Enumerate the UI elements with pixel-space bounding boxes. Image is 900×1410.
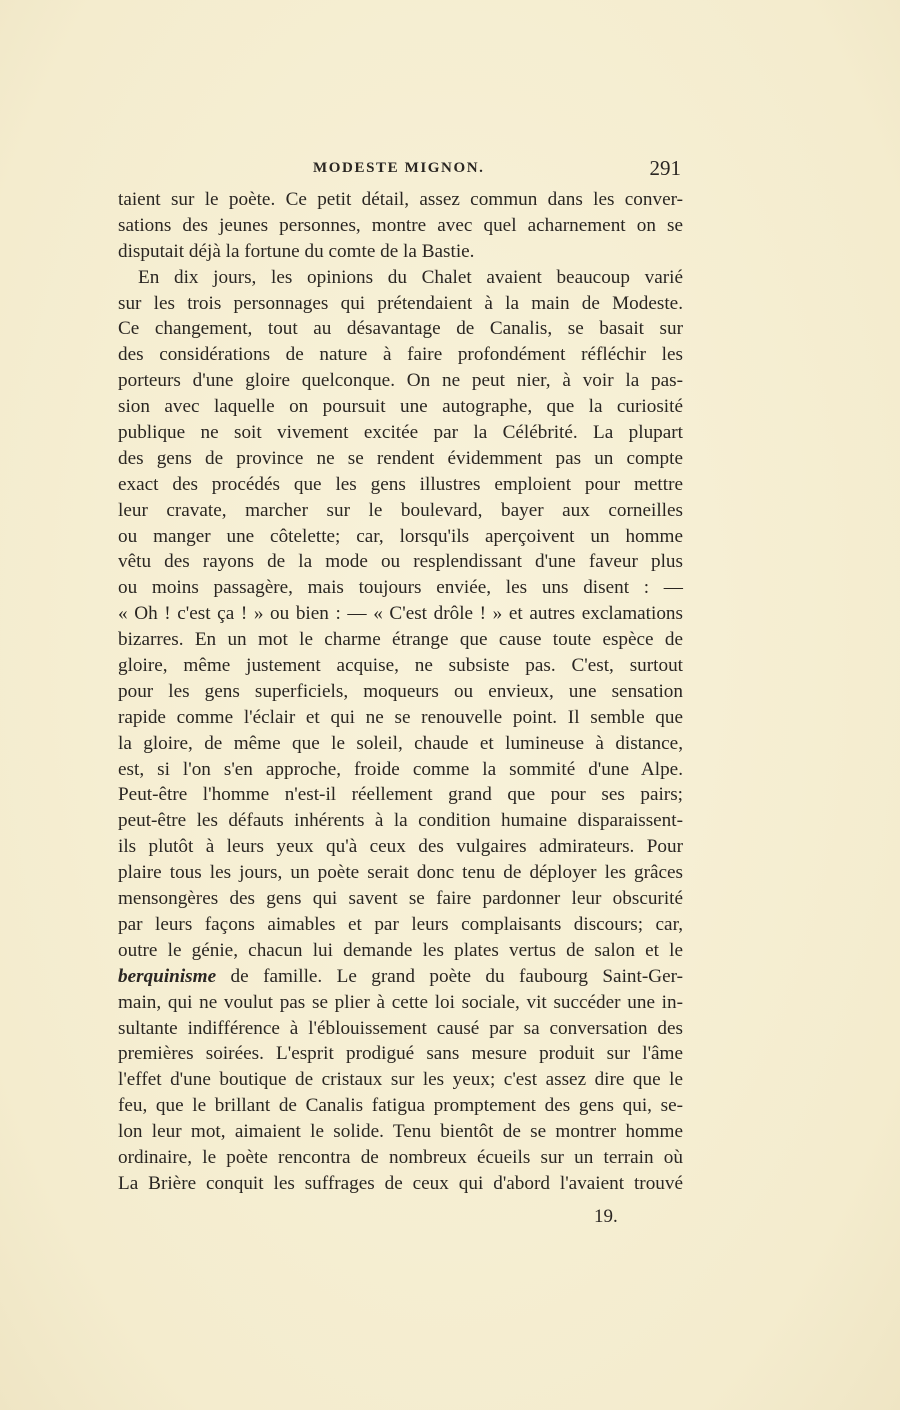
text-line (118, 834, 683, 860)
text-line-content: leur cravate, marcher sur le boulevard, bayer aux corneilles (118, 499, 683, 521)
text-line (118, 808, 683, 834)
text-line (118, 912, 683, 938)
text-line-content: ou moins passagère, mais toujours enviée, les uns disent : — (118, 577, 683, 599)
text-line-content: des considérations de nature à faire profondément réfléchir les (118, 344, 683, 366)
text-line-content: Peut-être l'homme n'est-il réellement grand que pour ses pairs; (118, 784, 683, 806)
text-line-content (118, 964, 683, 990)
text-line-content: mensongères des gens qui savent se faire pardonner leur obscurité (118, 888, 683, 910)
text-line (118, 524, 683, 550)
text-line (118, 420, 683, 446)
text-line (118, 886, 683, 912)
text-line-content: bizarres. En un mot le charme étrange que cause toute espèce de (118, 629, 683, 651)
text-line (118, 1041, 683, 1067)
text-line (118, 1171, 683, 1197)
text-line-content: taient sur le poète. Ce petit détail, assez commun dans les conver- (118, 189, 683, 210)
text-line (118, 627, 683, 653)
text-line (118, 446, 683, 472)
text-line-content: sur les trois personnages qui prétendaient à la main de Modeste. (118, 292, 683, 314)
text-line-content: par leurs façons aimables et par leurs complaisants discours; car, (118, 913, 683, 935)
text-line-content: feu, que le brillant de Canalis fatigua promptement des gens qui, se- (118, 1095, 683, 1117)
text-line-content: ils plutôt à leurs yeux qu'à ceux des vulgaires admirateurs. Pour (118, 836, 683, 858)
text-line (118, 757, 683, 783)
text-line (118, 1016, 683, 1042)
signature-mark: 19. (594, 1206, 618, 1227)
text-line-content: lon leur mot, aimaient le solide. Tenu bientôt de se montrer homme (118, 1121, 683, 1143)
text-line (118, 239, 683, 265)
text-line (118, 549, 683, 575)
text-line (118, 472, 683, 498)
text-line (118, 394, 683, 420)
text-line (118, 213, 683, 239)
text-line-content: ou manger une côtelette; car, lorsqu'ils aperçoivent un homme (118, 525, 683, 547)
text-line-content: des gens de province ne se rendent évidemment pas un compte (118, 447, 683, 469)
text-line (118, 1119, 683, 1145)
text-line (118, 964, 683, 990)
text-line-content: rapide comme l'éclair et qui ne se renouvelle point. Il semble que (118, 706, 683, 728)
text-line-content: porteurs d'une gloire quelconque. On ne peut nier, à voir la pas- (118, 370, 683, 392)
text-line-content: ordinaire, le poète rencontra de nombreux écueils sur un terrain où (118, 1146, 683, 1168)
text-line (118, 705, 683, 731)
text-line (118, 498, 683, 524)
page-number: 291 (649, 156, 681, 180)
text-line-content: sations des jeunes personnes, montre avec quel acharnement on se (118, 214, 683, 236)
text-line (118, 1145, 683, 1171)
text-line (118, 679, 683, 705)
text-line (118, 291, 683, 317)
text-line (118, 782, 683, 808)
text-line-content: La Brière conquit les suffrages de ceux qui d'abord l'avaient trouvé (118, 1172, 683, 1194)
italic-word: berquinisme (118, 965, 217, 987)
text-line (118, 1093, 683, 1119)
text-line-content: publique ne soit vivement excitée par la Célébrité. La plupart (118, 422, 683, 444)
text-line (118, 860, 683, 886)
text-line-content: « Oh ! c'est ça ! » ou bien : — « C'est drôle ! » et autres exclamations (118, 603, 683, 625)
text-line-content: l'effet d'une boutique de cristaux sur les yeux; c'est assez dire que le (118, 1069, 683, 1091)
text-line-content: main, qui ne voulut pas se plier à cette loi sociale, vit succéder une in- (118, 991, 683, 1013)
text-line-content: outre le génie, chacun lui demande les plates vertus de salon et le (118, 939, 683, 961)
text-line-content: exact des procédés que les gens illustres emploient pour mettre (118, 473, 683, 495)
text-line (118, 187, 683, 213)
text-line-rest: de famille. Le grand poète du faubourg Saint-Ger- (216, 965, 683, 987)
text-line-content: est, si l'on s'en approche, froide comme la sommité d'une Alpe. (118, 758, 683, 780)
text-line (118, 601, 683, 627)
text-line-content: vêtu des rayons de la mode ou resplendissant d'une faveur plus (118, 551, 683, 573)
text-line-content: Ce changement, tout au désavantage de Canalis, se basait sur (118, 318, 683, 340)
text-line-content: premières soirées. L'esprit prodigué sans mesure produit sur l'âme (118, 1043, 683, 1065)
text-line-content: sultante indifférence à l'éblouissement causé par sa conversation des (118, 1017, 683, 1039)
text-line (118, 938, 683, 964)
text-line-content: En dix jours, les opinions du Chalet avaient beaucoup varié (138, 266, 683, 288)
text-line-content: sion avec laquelle on poursuit une autographe, que la curiosité (118, 396, 683, 418)
text-line (118, 990, 683, 1016)
text-line (118, 1067, 683, 1093)
text-line (118, 731, 683, 757)
text-line-content: pour les gens superficiels, moqueurs ou envieux, une sensation (118, 680, 683, 702)
text-line-content: disputait déjà la fortune du comte de la Bastie. (118, 240, 475, 262)
text-line-content: la gloire, de même que le soleil, chaude et lumineuse à distance, (118, 732, 683, 754)
text-line-content: gloire, même justement acquise, ne subsiste pas. C'est, surtout (118, 655, 683, 677)
body-text (118, 187, 683, 1197)
text-line (118, 316, 683, 342)
running-title: MODESTE MIGNON. (313, 160, 485, 176)
text-line (118, 342, 683, 368)
text-line (118, 368, 683, 394)
running-head (118, 158, 683, 184)
text-line-content: peut-être les défauts inhérents à la condition humaine disparaissent- (118, 810, 683, 832)
text-line-content: plaire tous les jours, un poète serait donc tenu de déployer les grâces (118, 862, 683, 884)
text-line (118, 653, 683, 679)
text-line (118, 265, 683, 291)
text-line (118, 575, 683, 601)
